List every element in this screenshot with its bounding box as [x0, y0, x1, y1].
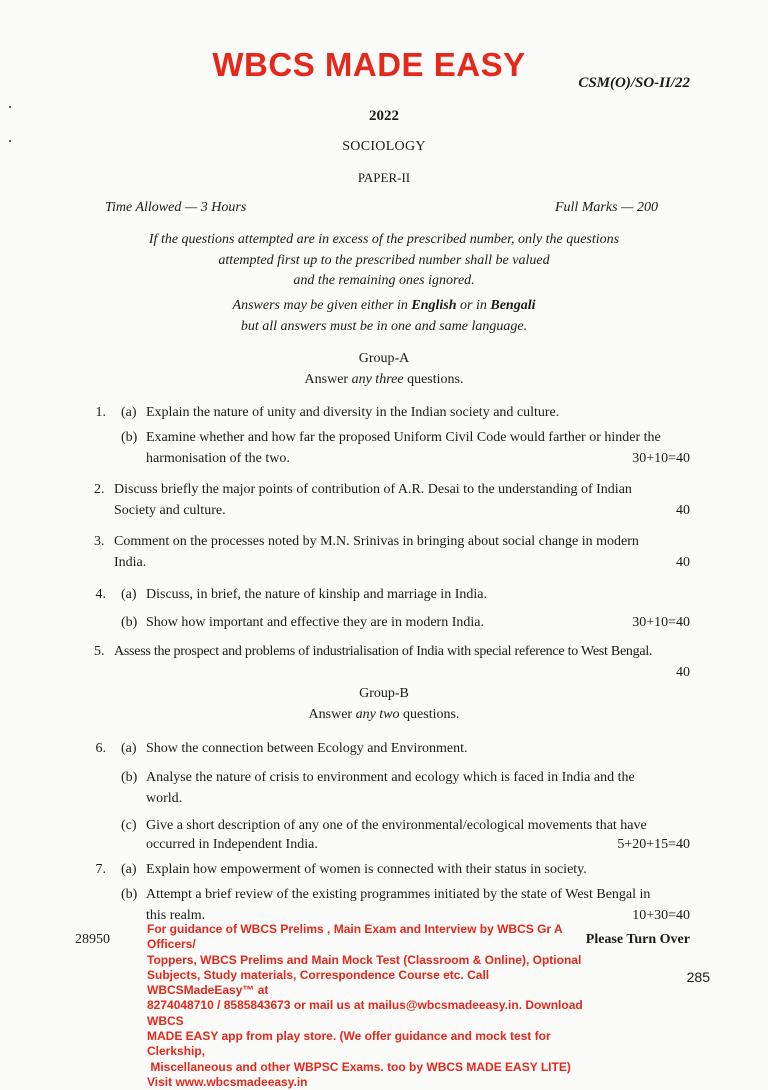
question-text: India.: [114, 555, 147, 570]
lang-pre: Answers may be given either in: [232, 298, 412, 313]
question-marks: 10+30=40: [632, 908, 690, 923]
question-text: Attempt a brief review of the existing programmes initiated by the state of West Bengal in: [146, 887, 651, 902]
instructions-block: [0, 230, 768, 292]
question-text: Assess the prospect and problems of industrialisation of India with special reference to West Bengal.: [114, 644, 653, 659]
lang-mid: or in: [456, 298, 491, 313]
question-text: Examine whether and how far the proposed Uniform Civil Code would farther or hinder the: [146, 430, 661, 445]
time-allowed: Time Allowed — 3 Hours: [105, 200, 247, 215]
instr-em: any three: [351, 372, 404, 387]
instr-pre: Answer: [308, 707, 356, 722]
question-text: Discuss briefly the major points of contribution of A.R. Desai to the understanding of Indian: [114, 482, 632, 497]
promo-line: Subjects, Study materials, Correspondence Course etc. Call WBCSMadeEasy™ at: [147, 967, 490, 998]
lang-bengali: Bengali: [490, 298, 536, 313]
question-text: Show how important and effective they are in modern India.: [146, 615, 484, 630]
sub-label: (a): [121, 405, 137, 420]
question-text: Explain how empowerment of women is connected with their status in society.: [146, 862, 587, 877]
question-text: Society and culture.: [114, 503, 226, 518]
promo-line: Visit www.wbcsmadeeasy.in: [147, 1074, 308, 1089]
instr-post: questions.: [399, 707, 460, 722]
paper-serial-number: 28950: [75, 932, 110, 947]
question-text: Show the connection between Ecology and Environment.: [146, 741, 468, 756]
question-marks: 5+20+15=40: [617, 837, 690, 852]
promo-line: MADE EASY app from play store. (We offer guidance and mock test for Clerkship,: [147, 1029, 551, 1059]
subject-title: SOCIOLOGY: [342, 139, 426, 154]
question-number: 1.: [95, 405, 106, 420]
question-marks: 40: [676, 503, 690, 518]
sub-label: (b): [121, 615, 138, 630]
language-line-2: but all answers must be in one and same language.: [240, 318, 528, 334]
paper-title: PAPER-II: [357, 170, 411, 185]
group-title: Group-A: [358, 351, 410, 366]
instruction-line: If the questions attempted are in excess of the prescribed number, only the questions: [148, 232, 620, 247]
question-number: 3.: [94, 534, 105, 549]
question-text: harmonisation of the two.: [146, 451, 290, 466]
question-text: Analyse the nature of crisis to environment and ecology which is faced in India and the: [146, 770, 635, 785]
question-text: Explain the nature of unity and diversity in the Indian society and culture.: [146, 405, 560, 420]
question-number: 6.: [95, 741, 106, 756]
question-number: 5.: [94, 644, 105, 659]
question-number: 4.: [95, 587, 106, 602]
group-a-header: [0, 348, 768, 390]
question-text: Give a short description of any one of the environmental/ecological movements that have: [146, 818, 647, 833]
lang-english: English: [411, 298, 457, 313]
promo-line: For guidance of WBCS Prelims , Main Exam and Interview by WBCS Gr A Officers/: [147, 922, 563, 952]
question-text: occurred in Independent India.: [146, 837, 318, 852]
sub-label: (a): [121, 862, 137, 877]
promo-watermark-text: [147, 922, 587, 1090]
promo-line: Miscellaneous and other WBPSC Exams. too by WBCS MADE EASY LITE): [147, 1059, 571, 1074]
question-text: Discuss, in brief, the nature of kinship and marriage in India.: [146, 587, 487, 602]
group-title: Group-B: [359, 686, 409, 701]
instr-em: any two: [355, 707, 400, 722]
page-number: 285: [686, 969, 710, 985]
language-line: [0, 296, 768, 317]
question-number: 2.: [94, 482, 105, 497]
instruction-line: and the remaining ones ignored.: [293, 273, 475, 288]
question-number: 7.: [95, 862, 106, 877]
group-instruction: [0, 704, 768, 725]
sub-label: (b): [121, 430, 138, 445]
sub-label: (a): [121, 587, 137, 602]
question-text: this realm.: [146, 908, 206, 923]
instr-pre: Answer: [304, 372, 352, 387]
sub-label: (b): [121, 770, 138, 785]
promo-line: Toppers, WBCS Prelims and Main Mock Test (Classroom & Online), Optional: [147, 952, 582, 967]
full-marks: Full Marks — 200: [554, 200, 658, 215]
brand-watermark-title: WBCS MADE EASY: [212, 46, 526, 83]
question-marks: 30+10=40: [632, 615, 690, 630]
question-text: world.: [146, 791, 183, 806]
question-marks: 40: [676, 665, 690, 680]
scan-speck: [9, 106, 11, 108]
question-marks: 40: [676, 555, 690, 570]
group-b-header: [0, 683, 768, 725]
sub-label: (b): [121, 887, 138, 902]
sub-label: (a): [121, 741, 137, 756]
exam-year: 2022: [369, 108, 399, 124]
group-instruction: [0, 369, 768, 390]
scan-speck: [9, 140, 11, 142]
promo-line: 8274048710 / 8585843673 or mail us at mailus@wbcsmadeeasy.in. Download WBCS: [147, 998, 583, 1028]
language-instructions: [0, 296, 768, 337]
instruction-line: attempted first up to the prescribed number shall be valued: [218, 252, 550, 268]
question-marks: 30+10=40: [632, 451, 690, 466]
instr-post: questions.: [403, 372, 464, 387]
sub-label: (c): [121, 818, 137, 833]
question-text: Comment on the processes noted by M.N. Srinivas in bringing about social change in modern: [114, 534, 639, 549]
exam-code: CSM(O)/SO-II/22: [578, 75, 690, 91]
please-turn-over: Please Turn Over: [585, 932, 690, 947]
